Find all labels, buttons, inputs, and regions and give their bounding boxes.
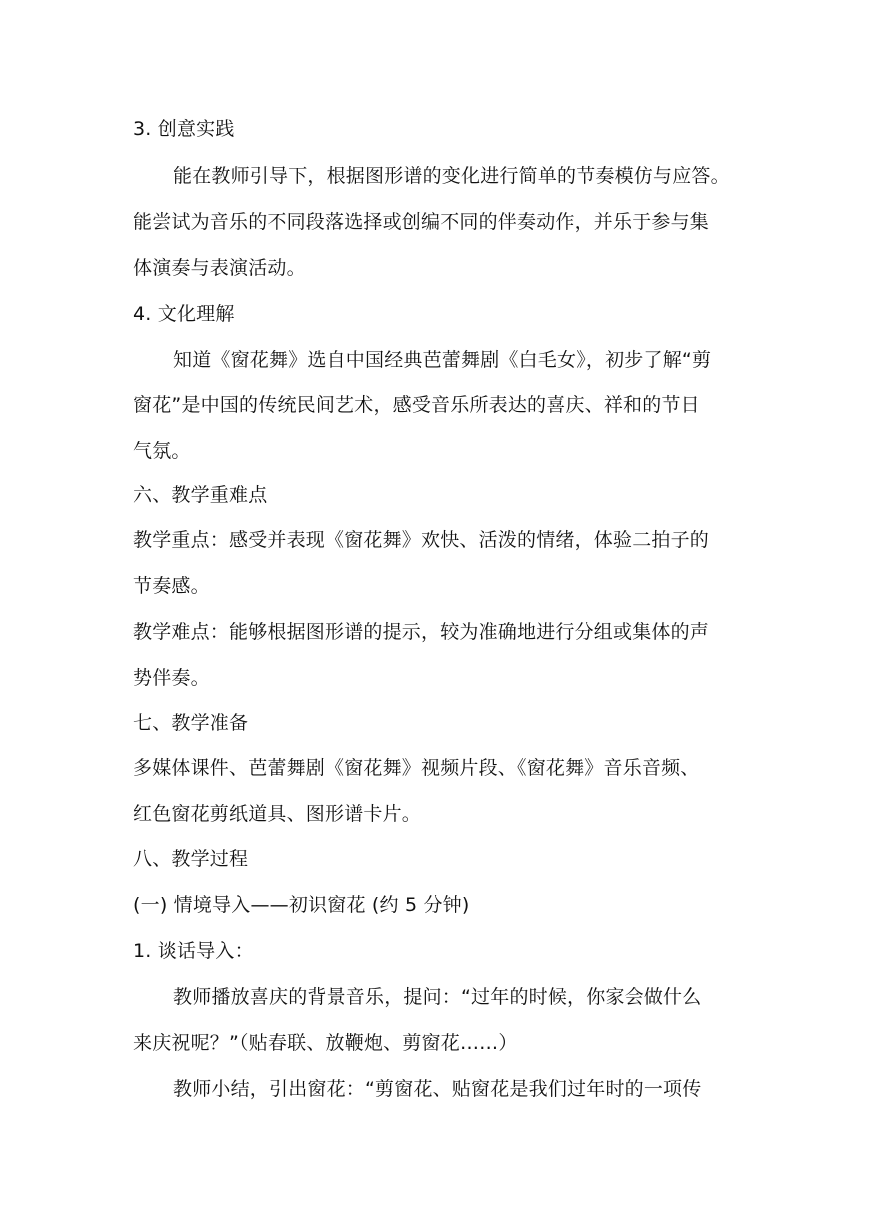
paragraph-line: 节奏感。 [133, 575, 210, 597]
paragraph-line: 教学难点：能够根据图形谱的提示，较为准确地进行分组或集体的声 [133, 621, 710, 643]
paragraph-line: 窗花”是中国的传统民间艺术，感受音乐所表达的喜庆、祥和的节日 [133, 394, 700, 416]
paragraph-line: 体演奏与表演活动。 [133, 257, 306, 279]
subheading-talk: 1. 谈话导入： [133, 940, 254, 962]
section-heading-key-points: 六、教学重难点 [133, 484, 268, 506]
paragraph-line: 教师播放喜庆的背景音乐，提问：“过年的时候，你家会做什么 [173, 986, 702, 1008]
paragraph-line: 教师小结，引出窗花：“剪窗花、贴窗花是我们过年时的一项传 [173, 1078, 702, 1100]
paragraph-line: 气氛。 [133, 440, 191, 462]
section-heading-process: 八、教学过程 [133, 848, 249, 870]
section-heading-preparation: 七、教学准备 [133, 712, 249, 734]
paragraph-line: 知道《窗花舞》选自中国经典芭蕾舞剧《白毛女》，初步了解“剪 [173, 349, 712, 371]
paragraph-line: 教学重点：感受并表现《窗花舞》欢快、活泼的情绪，体验二拍子的 [133, 529, 710, 551]
paragraph-line: 来庆祝呢？”（贴春联、放鞭炮、剪窗花……） [133, 1032, 518, 1054]
paragraph-line: 能尝试为音乐的不同段落选择或创编不同的伴奏动作，并乐于参与集 [133, 211, 710, 233]
paragraph-line: 红色窗花剪纸道具、图形谱卡片。 [133, 803, 422, 825]
paragraph-line: 多媒体课件、芭蕾舞剧《窗花舞》视频片段、《窗花舞》音乐音频、 [133, 757, 700, 779]
heading-creative-practice: 3. 创意实践 [133, 118, 235, 140]
paragraph-line: 能在教师引导下，根据图形谱的变化进行简单的节奏模仿与应答。 [173, 165, 730, 187]
heading-cultural-understanding: 4. 文化理解 [133, 303, 235, 325]
subheading-intro: (一) 情境导入——初识窗花 (约 5 分钟) [133, 894, 470, 916]
paragraph-line: 势伴奏。 [133, 667, 210, 689]
